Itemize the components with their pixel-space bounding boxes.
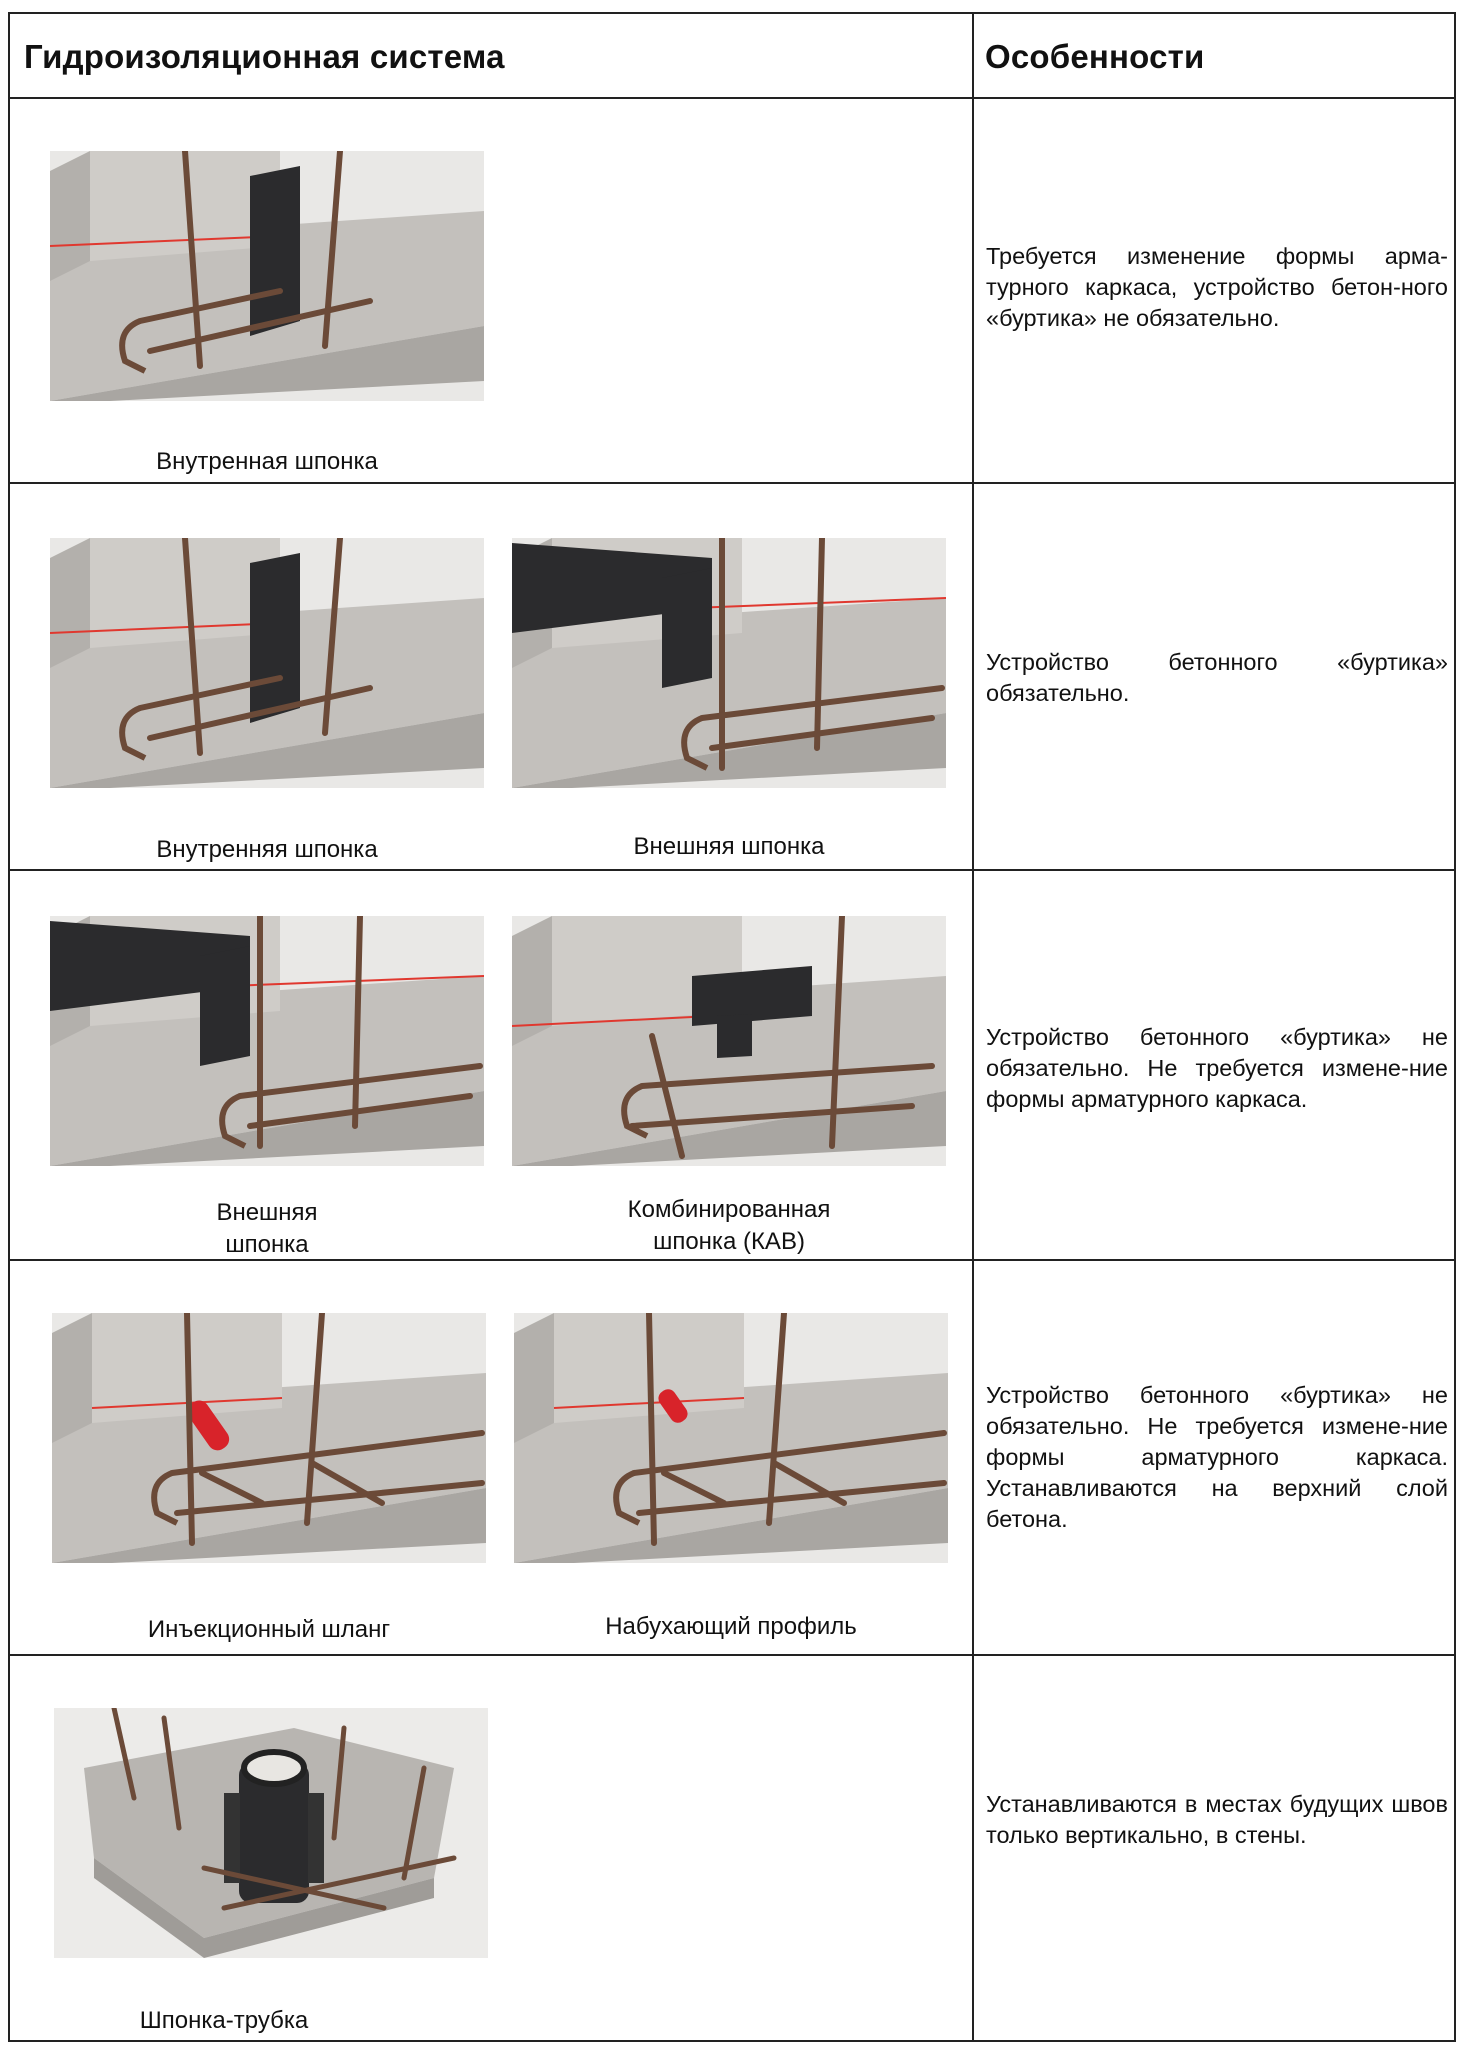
swelling-profile-illustration [514, 1313, 948, 1563]
external-waterstop-illustration [512, 538, 946, 788]
internal-waterstop-illustration [50, 151, 484, 401]
row-divider [10, 1654, 1454, 1656]
tube-waterstop-illustration [54, 1708, 488, 1958]
internal-waterstop-illustration [50, 538, 484, 788]
caption-tube-waterstop: Шпонка-трубка [139, 2007, 309, 2034]
row-divider [10, 869, 1454, 871]
column-header-features: Особенности [985, 38, 1205, 75]
column-header-system: Гидроизоляционная система [24, 38, 505, 75]
caption-combined-waterstop: Комбинированная шпонка (КАВ) [627, 1196, 831, 1255]
caption-external-waterstop: Внешняя шпонка [216, 1199, 318, 1258]
caption-swelling-profile: Набухающий профиль [605, 1613, 857, 1640]
injection-hose-illustration [52, 1313, 486, 1563]
feature-text-row-2: Устройство бетонного «буртика» обязательно. [986, 649, 1448, 706]
external-waterstop-illustration [50, 916, 484, 1166]
combined-waterstop-illustration [512, 916, 946, 1166]
caption-external-waterstop: Внешняя шпонка [633, 833, 825, 860]
feature-text-row-1: Требуется изменение формы арма-турного каркаса, устройство бетон-ного «буртика» не обязательно. [986, 243, 1448, 331]
column-divider [972, 14, 974, 2040]
waterproofing-systems-table [8, 12, 1456, 2042]
caption-internal-waterstop: Внутренная шпонка [156, 448, 378, 475]
row-divider [10, 482, 1454, 484]
feature-text-row-5: Устанавливаются в местах будущих швов только вертикально, в стены. [986, 1791, 1448, 1848]
feature-text-row-4: Устройство бетонного «буртика» не обязательно. Не требуется измене-ние формы арматурного каркаса. Устанавливаются на верхний слой бетона. [986, 1382, 1448, 1532]
feature-text-row-3: Устройство бетонного «буртика» не обязательно. Не требуется измене-ние формы арматурного каркаса. [986, 1024, 1448, 1112]
header-divider [10, 97, 1454, 99]
caption-injection-hose: Инъекционный шланг [147, 1616, 391, 1643]
caption-internal-waterstop: Внутренняя шпонка [156, 836, 378, 863]
